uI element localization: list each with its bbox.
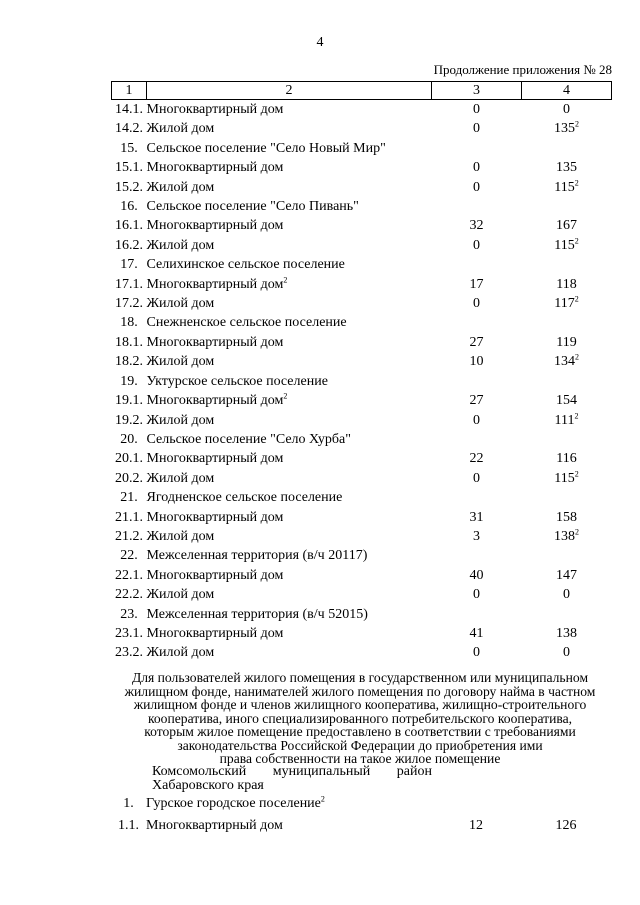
row-number: 21.: [120, 490, 138, 506]
row-value-col4-cell: [522, 488, 612, 507]
table-row: [112, 294, 612, 313]
row-name: Жилой дом: [146, 296, 215, 312]
row-name: Межселенная территория (в/ч 52015): [146, 606, 368, 622]
row-number: 22.: [120, 548, 138, 564]
row-value-col4: 118: [556, 276, 577, 292]
region-line2: Хабаровского края: [152, 778, 264, 793]
row-value-col3: 22: [469, 451, 484, 467]
row-name: Многоквартирный дом: [146, 567, 284, 583]
row-name: Многоквартирный дом: [146, 218, 284, 234]
row-value-col3: 41: [469, 625, 484, 641]
table-row: [112, 391, 612, 410]
row-value-col3: [432, 546, 522, 565]
row-name: Межселенная территория (в/ч 20117): [146, 548, 368, 564]
row-number: 1.: [123, 796, 134, 811]
row-value-col3: [432, 313, 522, 332]
row-value-col4-cell: [522, 508, 612, 527]
section-row: [112, 139, 612, 158]
paragraph-line: права собственности на такое жилое помещение: [219, 751, 501, 766]
table-row: [112, 275, 612, 294]
row-number: 18.2.: [115, 354, 143, 370]
row-name-cell: [147, 546, 432, 565]
row-value-col4-cell: [522, 255, 612, 274]
region-word: муниципальный: [272, 764, 371, 779]
row-number: 19.1.: [115, 393, 143, 409]
row-name-cell: [147, 643, 432, 662]
row-number: 19.2.: [115, 412, 143, 428]
row-value-col4-cell: [522, 313, 612, 332]
row-value-col4: 167: [556, 218, 577, 234]
table-row: [112, 585, 612, 604]
row-value-col4: 111: [554, 412, 575, 428]
row-value-col3: 32: [469, 218, 484, 234]
row-name: Жилой дом: [146, 121, 215, 137]
row-name-cell: [147, 430, 432, 449]
row-name-cell: [147, 333, 432, 352]
row-number: 14.1.: [115, 102, 143, 117]
row-name-cell: [147, 294, 432, 313]
row-value-col4-cell: [522, 100, 612, 120]
row-name-cell: [147, 411, 432, 430]
row-value-col4-cell: [522, 527, 612, 546]
row-name-cell: [147, 275, 432, 294]
row-number: 18.1.: [115, 334, 143, 350]
row-value-col3: [432, 197, 522, 216]
section-row: [112, 430, 612, 449]
row-value-col4: 115: [554, 470, 575, 486]
row-value-col4-cell: [522, 178, 612, 197]
row-value-col3: 40: [469, 567, 484, 583]
row-value-col4-cell: [522, 158, 612, 177]
table-row: [112, 216, 612, 235]
row-value-col4: 115: [554, 179, 575, 195]
table-row: [112, 449, 612, 468]
row-name-cell: [147, 352, 432, 371]
paragraph-line: жилищном фонде и членов жилищного кооператива, жилищно-строительного: [133, 697, 587, 712]
row-name: Гурское городское поселение: [146, 796, 321, 811]
row-value-col4: 0: [563, 645, 570, 661]
row-value-col3: 0: [473, 121, 480, 137]
footnote-mark: 2: [575, 352, 579, 362]
section-row: [111, 793, 611, 815]
row-value-col4-cell: [522, 216, 612, 235]
row-value-col4-cell: [522, 546, 612, 565]
row-name: Жилой дом: [146, 354, 215, 370]
row-name-cell: [147, 605, 432, 624]
section-row: [112, 313, 612, 332]
row-name-cell: [147, 216, 432, 235]
row-number: 1.1.: [118, 818, 139, 833]
table-row: [112, 508, 612, 527]
row-value-col3: 0: [473, 160, 480, 176]
row-name: Многоквартирный дом: [146, 393, 284, 409]
row-name: Жилой дом: [146, 179, 215, 195]
row-value-col4-cell: [522, 352, 612, 371]
row-name-cell: [147, 119, 432, 138]
table-row: [111, 815, 611, 837]
table-header-row: [112, 82, 612, 100]
row-value-col4: 119: [556, 334, 577, 350]
row-name-cell: [147, 178, 432, 197]
rates-table: [111, 81, 612, 663]
paragraph-line: Для пользователей жилого помещения в государственном или муниципальном: [131, 670, 589, 685]
row-name: Многоквартирный дом: [146, 818, 283, 833]
row-value-col4-cell: [522, 566, 612, 585]
region-heading: [152, 765, 432, 793]
row-value-col4-cell: [522, 275, 612, 294]
footnote-mark: 2: [283, 391, 288, 401]
row-name: Ягодненское сельское поселение: [146, 490, 343, 506]
row-value-col4-cell: [522, 624, 612, 643]
footnote-mark: 2: [574, 294, 579, 304]
row-name: Сельское поселение "Село Пивань": [146, 199, 359, 215]
region-word: Комсомольский: [152, 764, 247, 779]
row-name-cell: [147, 508, 432, 527]
row-name-cell: [147, 585, 432, 604]
row-name: Сельское поселение "Село Хурба": [146, 431, 351, 447]
section-row: [112, 197, 612, 216]
row-name: Жилой дом: [146, 412, 215, 428]
row-number: 17.1.: [115, 276, 143, 292]
row-value-col4: 138: [556, 625, 577, 641]
row-value-col4-cell: [522, 430, 612, 449]
paragraph-line: жилищном фонде, нанимателей жилого помещения по договору найма в частном: [124, 683, 596, 699]
footnote-mark: 2: [574, 177, 579, 187]
row-value-col3: 0: [473, 470, 480, 486]
row-number: 20.2.: [115, 470, 143, 486]
section-heading-paragraph: [112, 671, 608, 766]
row-value-col3: 27: [469, 334, 484, 350]
row-number: 23.1.: [115, 625, 143, 641]
table-row: [112, 158, 612, 177]
section-row: [112, 372, 612, 391]
row-name: Сельское поселение "Село Новый Мир": [146, 140, 386, 156]
table-row: [112, 643, 612, 662]
row-value-col4: 126: [555, 818, 577, 833]
row-value-col4-cell: [522, 372, 612, 391]
column-header: 4: [522, 82, 612, 100]
row-number: 19.: [120, 373, 138, 389]
row-value-col3: [432, 605, 522, 624]
table-row: [112, 566, 612, 585]
row-number: 22.2.: [115, 587, 143, 603]
row-name-cell: [147, 158, 432, 177]
row-value-col3: [432, 255, 522, 274]
row-name: Уктурское сельское поселение: [146, 373, 328, 389]
row-value-col3: 12: [469, 818, 483, 833]
row-name-cell: [147, 255, 432, 274]
table-row: [112, 527, 612, 546]
column-header: 2: [147, 82, 432, 100]
row-number: 21.2.: [115, 528, 143, 544]
row-value-col4: 115: [554, 237, 575, 253]
row-name: Жилой дом: [146, 470, 215, 486]
table-row: [112, 624, 612, 643]
row-value-col4: 135: [554, 121, 575, 137]
row-value-col3: 0: [473, 102, 480, 117]
row-number: 17.: [120, 257, 138, 273]
row-name: Снежненское сельское поселение: [146, 315, 347, 331]
paragraph-line: которым жилое помещение предоставлено в соответствии с требованиями: [144, 724, 576, 739]
row-number: 15.: [120, 140, 138, 156]
row-value-col4: 135: [556, 160, 577, 176]
row-value-col4: 154: [556, 393, 577, 409]
row-name: Многоквартирный дом: [146, 160, 284, 176]
column-header: 1: [112, 82, 147, 100]
footnote-mark: 2: [575, 119, 579, 129]
section-row: [112, 605, 612, 624]
row-value-col3: 0: [473, 237, 480, 253]
row-value-col4-cell: [521, 793, 611, 815]
row-name-cell: [147, 449, 432, 468]
row-name-cell: [147, 139, 432, 158]
table-row: [112, 119, 612, 138]
row-value-col4: 116: [556, 451, 577, 467]
row-name: Многоквартирный дом: [146, 509, 284, 525]
row-number: 23.2.: [115, 645, 143, 661]
row-number: 22.1.: [115, 567, 143, 583]
tail-table: [111, 793, 611, 837]
row-value-col4-cell: [522, 333, 612, 352]
row-value-col4: 0: [563, 102, 570, 117]
table-row: [112, 100, 612, 120]
footnote-mark: 2: [575, 527, 579, 537]
row-value-col4: 158: [556, 509, 577, 525]
row-number: 21.1.: [115, 509, 143, 525]
row-value-col3: [432, 488, 522, 507]
section-row: [112, 546, 612, 565]
row-number: 18.: [120, 315, 138, 331]
row-value-col4-cell: [522, 411, 612, 430]
row-value-col4: 0: [563, 587, 570, 603]
footnote-mark: 2: [574, 236, 579, 246]
row-name-cell: [147, 313, 432, 332]
row-number: 14.2.: [115, 121, 143, 137]
table-row: [112, 333, 612, 352]
row-value-col4-cell: [522, 294, 612, 313]
row-number: 16.1.: [115, 218, 143, 234]
row-value-col3: 0: [473, 296, 480, 312]
paragraph-line: кооператива, иного специализированного потребительского кооператива,: [147, 710, 573, 726]
row-value-col3: 0: [473, 179, 480, 195]
row-name-cell: [147, 488, 432, 507]
row-value-col4-cell: [522, 449, 612, 468]
table-row: [112, 352, 612, 371]
footnote-mark: 2: [283, 275, 288, 284]
row-value-col4: 147: [556, 567, 577, 583]
section-row: [112, 255, 612, 274]
table-row: [112, 411, 612, 430]
row-value-col3: 3: [473, 528, 480, 544]
footnote-mark: 2: [320, 794, 325, 804]
row-value-col4: 134: [554, 354, 575, 370]
row-number: 20.1.: [115, 451, 143, 467]
row-number: 15.1.: [115, 160, 143, 176]
row-value-col4: 117: [554, 296, 575, 312]
row-number: 17.2.: [115, 296, 143, 312]
row-value-col4-cell: [522, 605, 612, 624]
row-value-col3: 27: [469, 393, 484, 409]
row-name: Многоквартирный дом: [146, 334, 284, 350]
row-name: Жилой дом: [146, 587, 215, 603]
section-row: [112, 488, 612, 507]
row-number: 16.2.: [115, 237, 143, 253]
row-name: Многоквартирный дом: [146, 102, 284, 117]
row-value-col4-cell: [522, 139, 612, 158]
region-word: район: [396, 764, 432, 779]
row-value-col4-cell: [521, 815, 611, 837]
row-value-col4-cell: [522, 643, 612, 662]
column-header: 3: [432, 82, 522, 100]
row-name-cell: [147, 469, 432, 488]
row-name-cell: [147, 566, 432, 585]
row-name: Жилой дом: [146, 528, 215, 544]
row-number: 16.: [120, 199, 138, 215]
row-value-col3: [432, 430, 522, 449]
row-value-col3: [432, 372, 522, 391]
row-value-col3: 17: [469, 276, 484, 292]
row-value-col4-cell: [522, 585, 612, 604]
row-value-col3: 10: [469, 354, 484, 370]
row-value-col3: 31: [469, 509, 484, 525]
continuation-label: Продолжение приложения № 28: [433, 62, 612, 77]
row-name-cell: [147, 197, 432, 216]
paragraph-line: законодательства Российской Федерации до приобретения ими: [177, 737, 543, 753]
row-name-cell: [146, 793, 431, 815]
row-name-cell: [147, 624, 432, 643]
row-value-col4-cell: [522, 469, 612, 488]
row-name-cell: [147, 100, 432, 120]
row-value-col3: [431, 793, 521, 815]
row-name-cell: [147, 391, 432, 410]
footnote-mark: 2: [574, 469, 579, 479]
row-value-col4-cell: [522, 236, 612, 255]
row-name: Жилой дом: [146, 645, 215, 661]
row-value-col3: 0: [473, 587, 480, 603]
page-number: 4: [316, 35, 324, 50]
row-value-col4: 138: [554, 528, 575, 544]
row-value-col4-cell: [522, 197, 612, 216]
row-value-col3: 0: [473, 412, 480, 428]
footnote-mark: 2: [574, 410, 579, 420]
table-row: [112, 178, 612, 197]
row-name: Селихинское сельское поселение: [146, 257, 345, 273]
row-name: Многоквартирный дом: [146, 276, 284, 292]
row-name: Жилой дом: [146, 237, 215, 253]
row-name-cell: [146, 815, 431, 837]
row-number: 23.: [120, 606, 138, 622]
row-name: Многоквартирный дом: [146, 625, 284, 641]
table-row: [112, 469, 612, 488]
row-number: 20.: [120, 431, 138, 447]
row-number: 15.2.: [115, 179, 143, 195]
row-value-col4-cell: [522, 391, 612, 410]
row-name-cell: [147, 527, 432, 546]
row-value-col3: [432, 139, 522, 158]
row-value-col3: 0: [473, 645, 480, 661]
row-name-cell: [147, 236, 432, 255]
row-name: Многоквартирный дом: [146, 451, 284, 467]
row-value-col4-cell: [522, 119, 612, 138]
table-row: [112, 236, 612, 255]
row-name-cell: [147, 372, 432, 391]
